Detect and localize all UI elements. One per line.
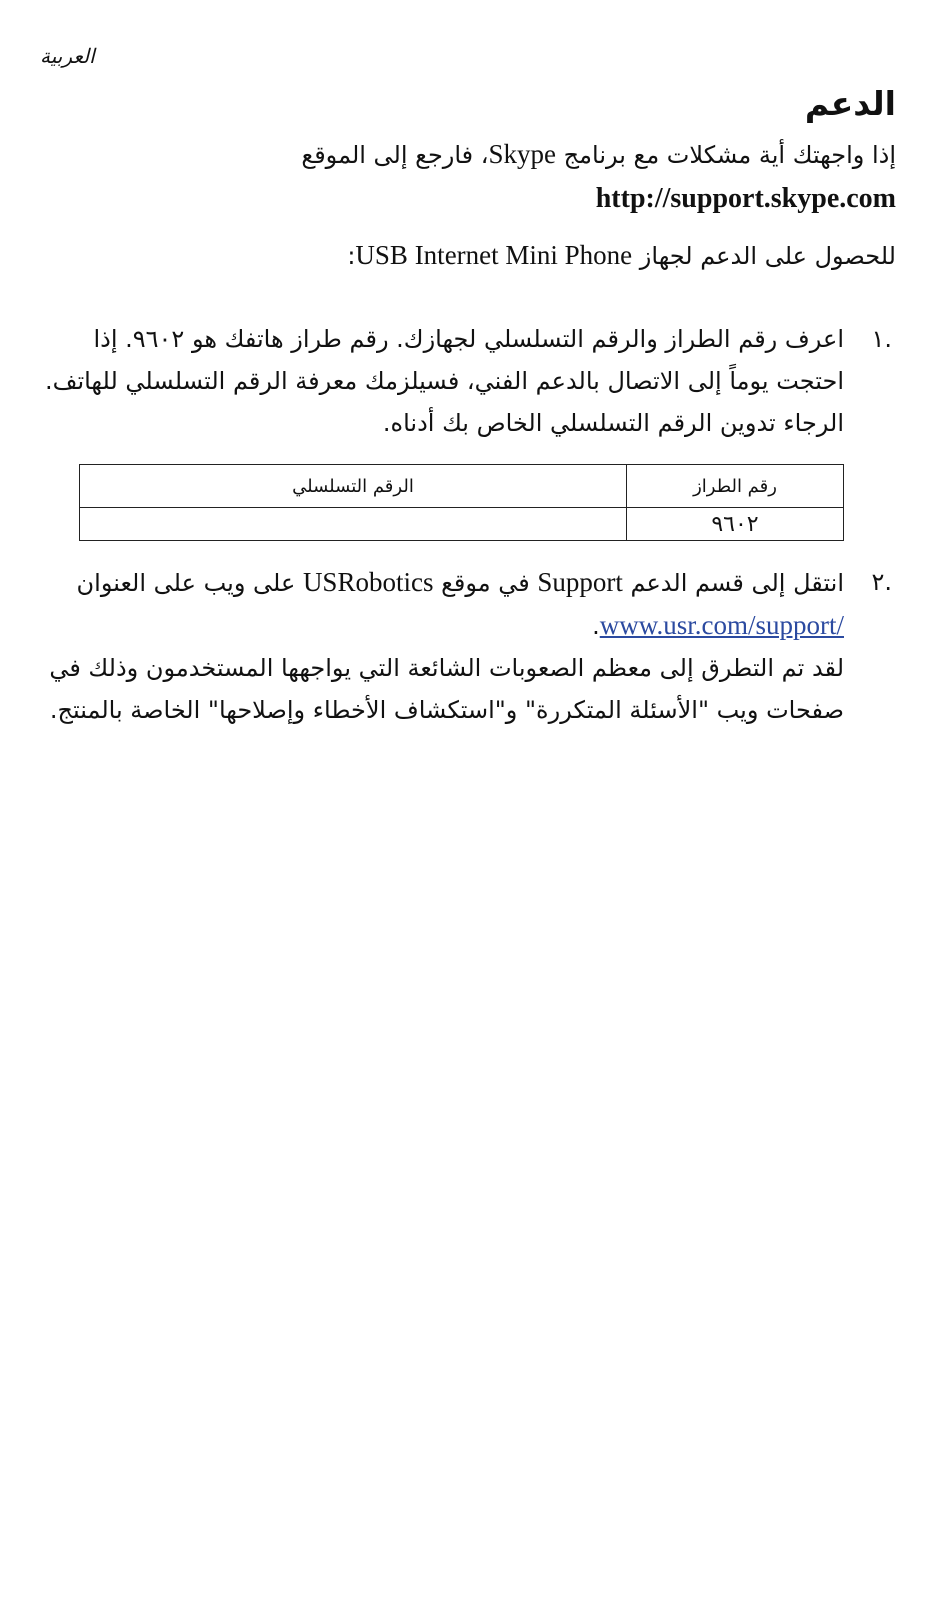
step-1 xyxy=(40,318,896,444)
table-row xyxy=(80,508,844,541)
intro-text xyxy=(40,132,896,221)
table-header-row xyxy=(80,465,844,508)
steps-list xyxy=(40,318,896,444)
step-2-period: . xyxy=(592,612,600,640)
model-number-cell: ٩٦٠٢ xyxy=(627,508,844,541)
intro-text-after: ، فارجع إلى الموقع xyxy=(301,141,489,169)
steps-list-continued xyxy=(40,561,896,731)
skype-brand: Skype xyxy=(488,139,557,169)
step-2-text-b: في موقع xyxy=(433,569,538,597)
language-label: العربية xyxy=(40,44,95,68)
step-2-text-a: انتقل إلى قسم الدعم xyxy=(622,569,844,597)
lead-text: للحصول على الدعم لجهاز xyxy=(632,242,896,270)
support-section xyxy=(40,82,896,731)
serial-number-header: الرقم التسلسلي xyxy=(80,465,627,508)
step-2 xyxy=(40,561,896,731)
serial-number-table xyxy=(79,464,844,541)
section-heading: الدعم xyxy=(804,84,896,123)
lead-colon: : xyxy=(347,242,356,270)
step-2-text-c: على ويب على العنوان xyxy=(76,569,303,597)
company-name: USRobotics xyxy=(302,567,434,597)
intro-text-before: إذا واجهتك أية مشكلات مع برنامج xyxy=(556,141,896,169)
serial-number-cell[interactable] xyxy=(80,508,627,541)
model-number-header: رقم الطراز xyxy=(627,465,844,508)
product-name: USB Internet Mini Phone xyxy=(355,240,633,270)
step-1-number: .١ xyxy=(871,325,892,353)
step-2-paragraph: لقد تم التطرق إلى معظم الصعوبات الشائعة التي يواجهها المستخدمون وذلك في صفحات ويب "الأسئلة المتكررة" و"استكشاف الأخطاء وإصلاحها" الخاصة بالمنتج. xyxy=(49,654,844,724)
step-2-number: .٢ xyxy=(871,568,892,596)
support-word: Support xyxy=(537,567,623,597)
support-link[interactable]: www.usr.com/support/ xyxy=(599,610,844,640)
skype-support-url[interactable]: http://support.skype.com xyxy=(595,183,896,214)
product-support-lead xyxy=(40,235,896,276)
step-1-text: اعرف رقم الطراز والرقم التسلسلي لجهازك. رقم طراز هاتفك هو ٩٦٠٢. إذا احتجت يوماً إلى الاتصال بالدعم الفني، فسيلزمك معرفة الرقم التسلسلي للهاتف. الرجاء تدوين الرقم التسلسلي الخاص بك أدناه. xyxy=(44,325,844,437)
